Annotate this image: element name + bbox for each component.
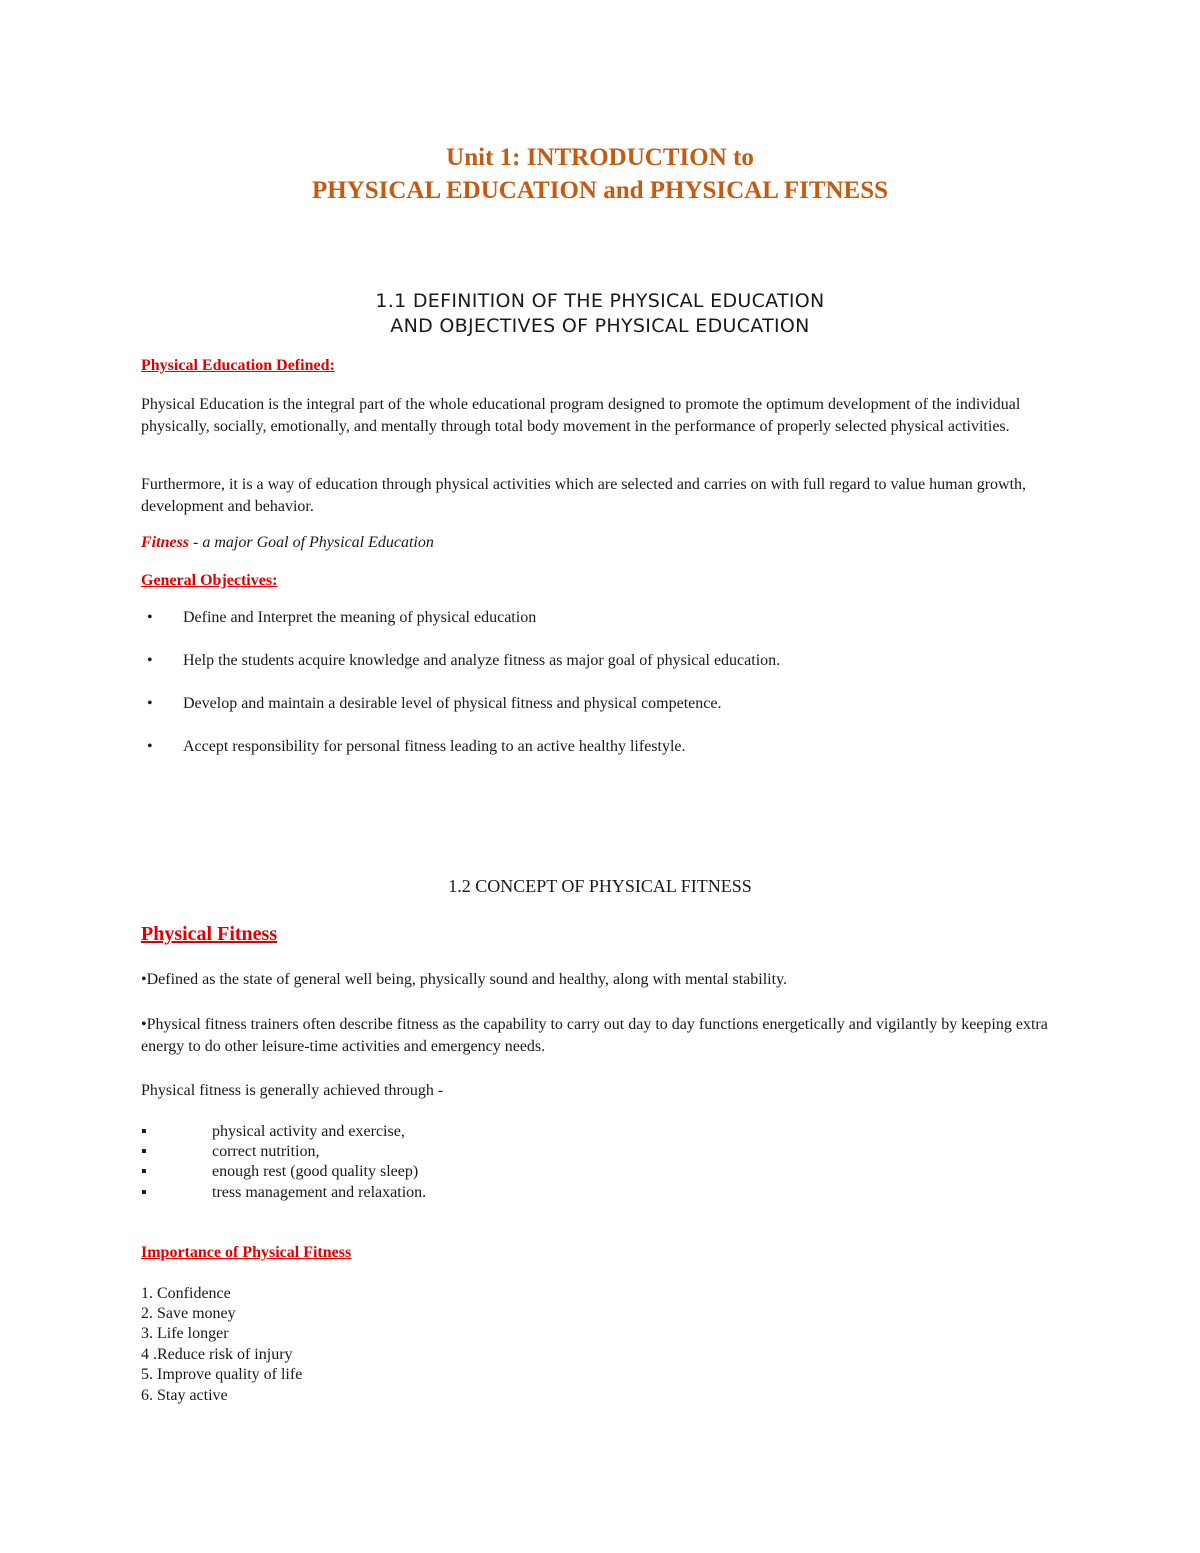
importance-item: 6. Stay active	[141, 1387, 228, 1404]
square-bullet-icon: ▪	[141, 1143, 147, 1160]
importance-heading: Importance of Physical Fitness	[141, 1244, 352, 1261]
fitness-goal-text: - a major Goal of Physical Education	[189, 534, 434, 551]
importance-item: 2. Save money	[141, 1305, 236, 1322]
physical-fitness-heading: Physical Fitness	[141, 923, 278, 945]
pe-furthermore-paragraph: Furthermore, it is a way of education through physical activities which are selected and carries on with full regard to value human growth, development and behavior.	[141, 476, 1027, 515]
unit-title-line1: Unit 1: INTRODUCTION to	[446, 144, 754, 171]
physical-fitness-definition-1: •Defined as the state of general well being, physically sound and healthy, along with mental stability.	[141, 971, 788, 988]
square-bullet-icon: ▪	[141, 1123, 147, 1140]
pe-defined-heading: Physical Education Defined:	[141, 357, 335, 374]
general-objectives-heading: General Objectives:	[141, 572, 278, 589]
objective-text: Accept responsibility for personal fitness leading to an active healthy lifestyle.	[183, 738, 686, 755]
achieved-through-intro: Physical fitness is generally achieved through -	[141, 1082, 444, 1099]
pe-definition-paragraph: Physical Education is the integral part of the whole educational program designed to promote the optimum development of the individual physically, socially, emotionally, and mentally through total body movement in the performance of properly selected physical activities.	[141, 396, 1021, 435]
achieved-item-text: physical activity and exercise,	[212, 1123, 405, 1140]
achieved-item-text: correct nutrition,	[212, 1143, 320, 1160]
importance-item: 4 .Reduce risk of injury	[141, 1346, 293, 1363]
section-1-1-heading-line2: AND OBJECTIVES OF PHYSICAL EDUCATION	[390, 315, 810, 337]
bullet-icon: •	[147, 609, 153, 626]
importance-item: 3. Life longer	[141, 1325, 229, 1342]
objective-text: Help the students acquire knowledge and analyze fitness as major goal of physical education.	[183, 652, 781, 669]
fitness-keyword: Fitness	[141, 534, 190, 551]
unit-title-line2: PHYSICAL EDUCATION and PHYSICAL FITNESS	[311, 177, 889, 204]
bullet-icon: •	[147, 738, 153, 755]
fitness-goal-line	[141, 534, 434, 552]
importance-item: 1. Confidence	[141, 1285, 231, 1302]
objective-text: Define and Interpret the meaning of physical education	[183, 609, 537, 626]
bullet-icon: •	[147, 652, 153, 669]
section-1-1-heading-line1: 1.1 DEFINITION OF THE PHYSICAL EDUCATION	[375, 290, 825, 312]
achieved-item-text: tress management and relaxation.	[212, 1184, 427, 1201]
importance-item: 5. Improve quality of life	[141, 1366, 303, 1383]
physical-fitness-definition-2: •Physical fitness trainers often describe fitness as the capability to carry out day to day functions energetically and vigilantly by keeping extra energy to do other leisure-time activities and emergency needs.	[141, 1016, 1048, 1055]
objective-text: Develop and maintain a desirable level of physical fitness and physical competence.	[183, 695, 722, 712]
square-bullet-icon: ▪	[141, 1184, 147, 1201]
section-1-2-heading: 1.2 CONCEPT OF PHYSICAL FITNESS	[448, 876, 752, 896]
achieved-item-text: enough rest (good quality sleep)	[212, 1163, 419, 1180]
square-bullet-icon: ▪	[141, 1163, 147, 1180]
bullet-icon: •	[147, 695, 153, 712]
